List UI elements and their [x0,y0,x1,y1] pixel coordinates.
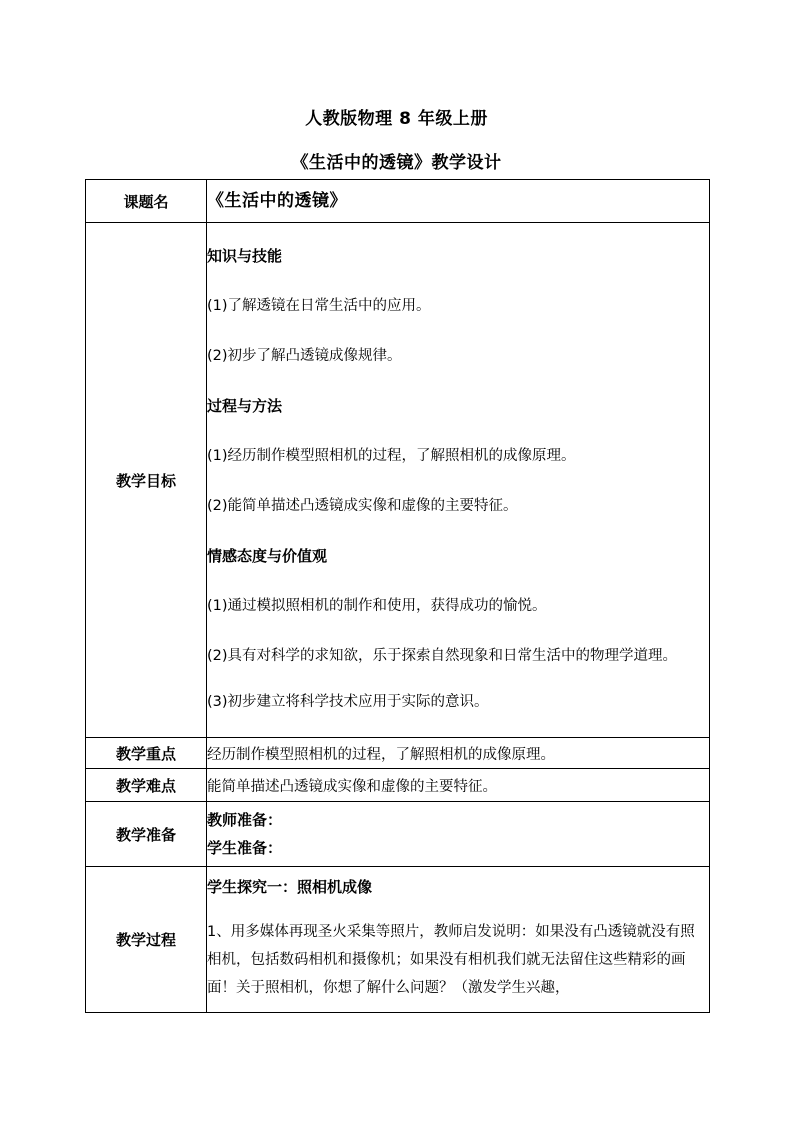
emotion-heading: 情感态度与价值观 [207,547,328,565]
row-preparation [86,802,710,867]
key-point-value: 经历制作模型照相机的过程，了解照相机的成像原理。 [207,738,710,769]
student-preparation: 学生准备： [207,839,283,857]
course-name-cell [207,180,710,223]
label-course: 课题名 [86,180,207,223]
emotion-item-1: (1)通过模拟照相机的制作和使用，获得成功的愉悦。 [207,598,547,614]
difficulty-value: 能简单描述凸透镜成实像和虚像的主要特征。 [207,769,710,802]
row-key-point [86,738,710,769]
label-process: 教学过程 [86,867,207,1013]
row-course [86,180,710,223]
row-difficulty [86,769,710,802]
row-objectives [86,223,710,738]
process-cell [207,867,710,1013]
process-paragraph: 1、用多媒体再现圣火采集等照片，教师启发说明：如果没有凸透镜就没有照相机，包括数码相机和摄像机；如果没有相机我们就无法留住这些精彩的画面！关于照相机，你想了解什么问题？（激发学生兴趣， [207,923,695,996]
process-item-1: (1)经历制作模型照相机的过程，了解照相机的成像原理。 [207,448,576,464]
objectives-cell [207,223,710,738]
row-process [86,867,710,1013]
process-section-heading: 学生探究一：照相机成像 [207,877,373,896]
document-subtitle: 《生活中的透镜》教学设计 [291,153,502,173]
document-title: 人教版物理 8 年级上册 [305,109,488,129]
teacher-preparation: 教师准备： [207,811,283,829]
course-name: 《生活中的透镜》 [207,191,347,211]
lesson-plan-table [85,179,710,1013]
preparation-cell [207,802,710,867]
knowledge-heading: 知识与技能 [207,247,283,265]
label-preparation: 教学准备 [86,802,207,867]
label-key-point: 教学重点 [86,738,207,769]
emotion-item-3: (3)初步建立将科学技术应用于实际的意识。 [207,694,489,710]
emotion-item-2: (2)具有对科学的求知欲，乐于探索自然现象和日常生活中的物理学道理。 [207,648,678,664]
process-item-2: (2)能简单描述凸透镜成实像和虚像的主要特征。 [207,498,518,514]
knowledge-item-2: (2)初步了解凸透镜成像规律。 [207,348,402,364]
label-difficulty: 教学难点 [86,769,207,802]
knowledge-item-1: (1)了解透镜在日常生活中的应用。 [207,298,431,314]
process-heading: 过程与方法 [207,397,283,415]
label-objectives: 教学目标 [86,223,207,738]
